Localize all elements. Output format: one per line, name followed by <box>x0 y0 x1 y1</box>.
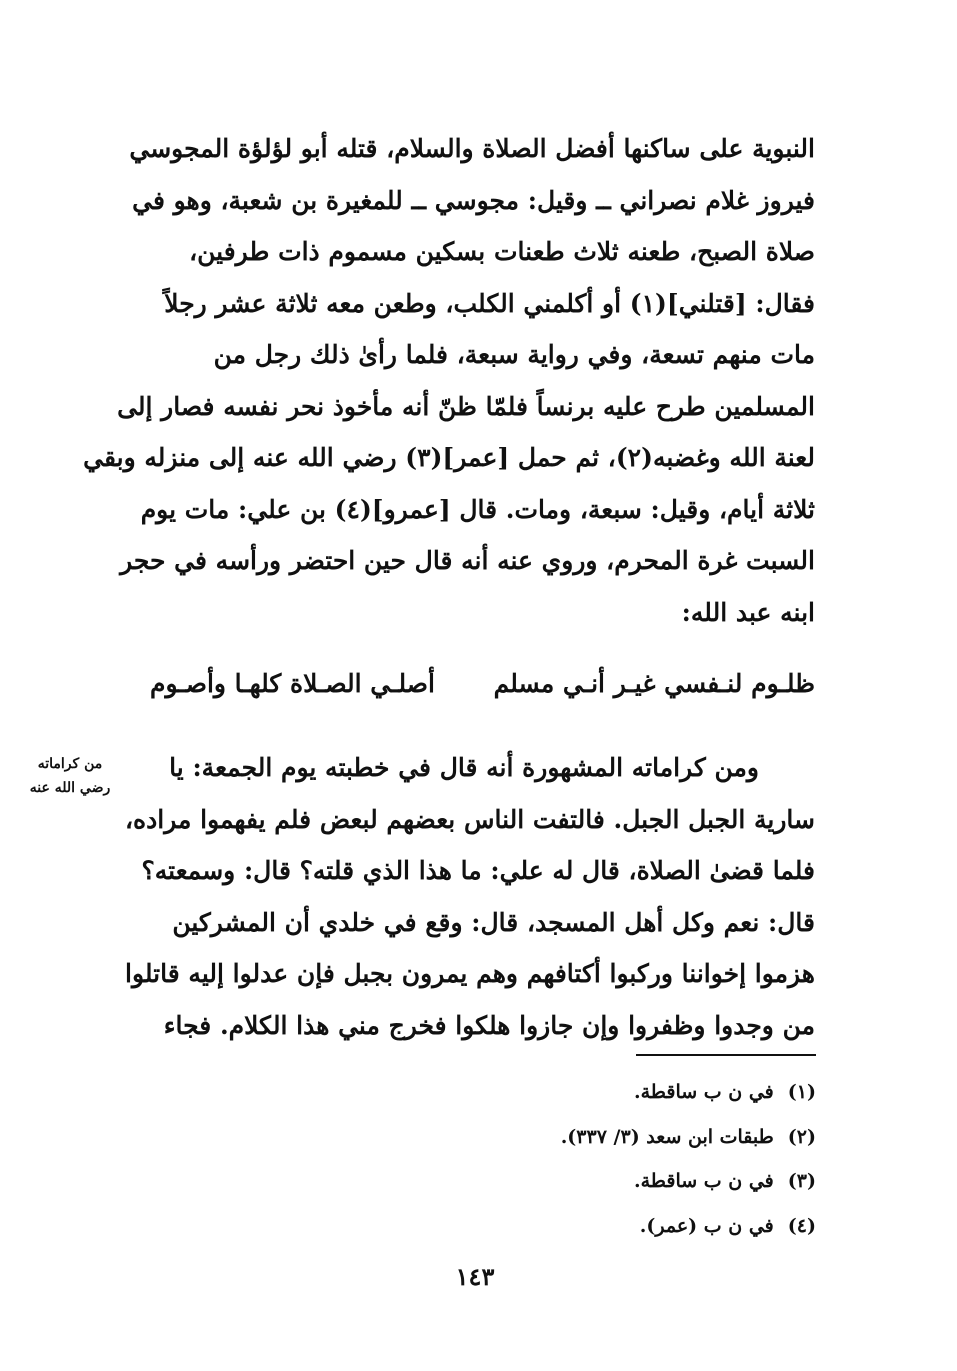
text-line: هزموا إخواننا وركبوا أكتافهم وهم يمرون بجبل فإن عدلوا إليه قاتلوا <box>125 959 815 988</box>
footnote-number: (٣) <box>787 1170 816 1192</box>
text-line: ومن كراماته المشهورة أنه قال في خطبته يوم الجمعة: يا <box>169 753 759 782</box>
verse-first-hemistich: ظلـوم لنـفسي غيـر أنـي مسلم <box>493 669 815 698</box>
footnote-text: في ن ب ساقطة. <box>633 1081 774 1103</box>
margin-heading-line: من كراماته <box>37 756 103 772</box>
margin-heading <box>14 752 126 800</box>
text-line: ثلاثة أيام، وقيل: سبعة، ومات. قال [عمرو](٤) بن علي: مات يوم <box>140 494 815 524</box>
footnote <box>400 1159 816 1204</box>
footnote-text: في ن ب ساقطة. <box>633 1170 774 1192</box>
footnote-number: (١) <box>787 1081 816 1103</box>
text-line: سارية الجبل الجبل. فالتفت الناس بعضهم لبعض فلم يفهموا مراده، <box>124 804 815 834</box>
footnote <box>400 1070 816 1115</box>
karamat-paragraph <box>124 742 815 1051</box>
text-line: فقال: [قتلني](١) أو أكلمني الكلب، وطعن معه ثلاثة عشر رجلاً <box>164 288 815 318</box>
text-line: السبت غرة المحرم، وروي عنه أنه قال حين احتضر ورأسه في حجر <box>120 546 815 575</box>
footnote <box>400 1204 816 1249</box>
footnote-number: (٤) <box>787 1214 816 1237</box>
text-line: ابنه عبد الله: <box>681 597 815 627</box>
footnote-separator <box>636 1054 816 1056</box>
text-line: صلاة الصبح، طعنه ثلاث طعنات بسكين مسموم ذات طرفين، <box>189 237 815 266</box>
footnote <box>400 1115 816 1160</box>
footnote-text: طبقات ابن سعد (٣/ ٣٣٧). <box>560 1125 774 1148</box>
main-paragraph <box>83 123 815 638</box>
verse-second-hemistich: أصلـي الصـلاة كلهـا وأصـوم <box>150 669 435 698</box>
margin-heading-line: رضي الله عنه <box>29 780 111 796</box>
text-line: فيروز غلام نصراني ــ وقيل: مجوسي ــ للمغيرة بن شعبة، وهو في <box>132 185 815 215</box>
text-line: فلما قضىٰ الصلاة، قال له علي: ما هذا الذي قلته؟ قال: وسمعته؟ <box>141 856 815 885</box>
footnotes <box>400 1070 816 1248</box>
poem-verse <box>150 658 815 710</box>
text-line: النبوية على ساكنها أفضل الصلاة والسلام، قتله أبو لؤلؤة المجوسي <box>129 134 815 163</box>
text-line: المسلمين طرح عليه برنساً فلمّا ظنّ أنه مأخوذ نحر نفسه فصار إلى <box>117 391 815 421</box>
text-line: مات منهم تسعة، وفي رواية سبعة، فلما رأىٰ ذلك رجل من <box>213 340 815 369</box>
text-line: لعنة الله وغضبه(٢)، ثم حمل [عمر](٣) رضي الله عنه إلى منزله وبقي <box>83 443 815 472</box>
text-line: قال: نعم وكل أهل المسجد، قال: وقع في خلدي أن المشركين <box>172 907 815 937</box>
footnote-text: في ن ب (عمر). <box>639 1214 774 1237</box>
page-number: ١٤٣ <box>455 1262 495 1291</box>
text-line: من وجدوا وظفروا وإن جازوا هلكوا فخرج مني هذا الكلام. فجاء <box>163 1010 815 1040</box>
footnote-number: (٢) <box>787 1125 816 1148</box>
